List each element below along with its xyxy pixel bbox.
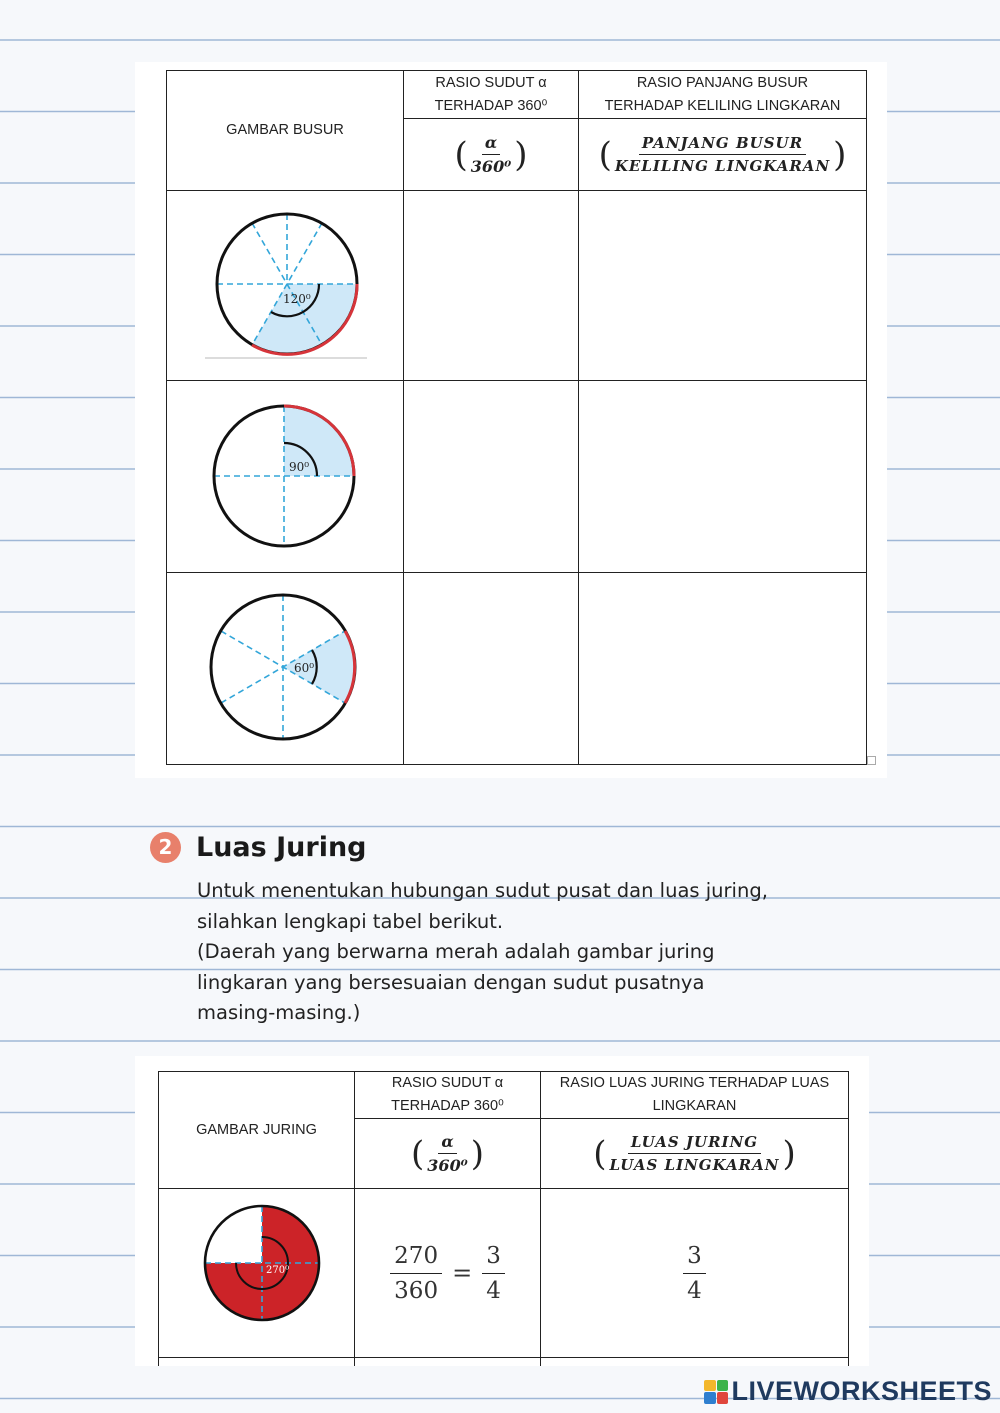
- answer-sudut-row1[interactable]: [404, 191, 579, 381]
- circle-90-diagram: [167, 381, 404, 568]
- answer-busur-row1[interactable]: [579, 191, 867, 381]
- formula-sudut: ( $\frac{\alpha}{\text{360⁰}}$ ): [404, 119, 579, 191]
- answer-busur-row2[interactable]: [579, 381, 867, 573]
- answer-busur-row3[interactable]: [579, 573, 867, 765]
- logo-square-1: [704, 1380, 716, 1392]
- busur-figure-60: [167, 573, 404, 765]
- circle-270-sector-diagram: [159, 1189, 355, 1353]
- answer-sudut-row3[interactable]: [404, 573, 579, 765]
- header-gambar-busur: GAMBAR BUSUR: [167, 71, 404, 191]
- section-number-badge: 2: [150, 832, 181, 863]
- header-rasio-luas: RASIO LUAS JURING TERHADAP LUAS LINGKARAN: [541, 1072, 849, 1119]
- table2-panel: [135, 1056, 869, 1366]
- logo-square-3: [704, 1392, 716, 1404]
- angle-label-90: 90⁰: [289, 460, 310, 474]
- juring-figure-270: [159, 1189, 355, 1358]
- formula-luas: ( $\frac{\text{LUAS JURING}}{\text{LUAS LINGKARAN}}$ ): [541, 1119, 849, 1189]
- section2-heading: [150, 830, 367, 864]
- header-rasio-sudut: RASIO SUDUT α TERHADAP 360⁰: [404, 71, 579, 119]
- angle-label-60: 60⁰: [294, 661, 315, 675]
- liveworksheets-logo-icon: [704, 1380, 728, 1404]
- header-rasio-sudut-2: RASIO SUDUT α TERHADAP 360⁰: [355, 1072, 541, 1119]
- busur-table: [166, 70, 867, 765]
- brand-text: LIVEWORKSHEETS: [731, 1376, 992, 1406]
- header-rasio-busur: RASIO PANJANG BUSUR TERHADAP KELILING LINGKARAN: [579, 71, 867, 119]
- formula-busur: ( $\frac{\text{PANJANG BUSUR}}{\text{KELILING LINGKARAN}}$ ): [579, 119, 867, 191]
- header-gambar-juring: GAMBAR JURING: [159, 1072, 355, 1189]
- logo-square-2: [717, 1380, 729, 1392]
- answer-luas-270: $\frac{3}{4}$: [541, 1189, 849, 1358]
- next-row-cell-3[interactable]: [541, 1358, 849, 1367]
- circle-120-diagram: [167, 191, 404, 376]
- section-title: Luas Juring: [196, 831, 367, 863]
- logo-square-4: [717, 1392, 729, 1404]
- busur-figure-90: [167, 381, 404, 573]
- answer-sudut-row2[interactable]: [404, 381, 579, 573]
- angle-label-120: 120⁰: [283, 292, 311, 306]
- instruction-paragraph: Untuk menentukan hubungan sudut pusat dan luas juring, silahkan lengkapi tabel berikut. (Daerah yang berwarna merah adalah gambar juring lingkaran yang bersesuaian dengan sudut pusatnya masing-masing.): [197, 879, 768, 1024]
- formula-sudut-2: ( $\frac{\alpha}{\text{360⁰}}$ ): [355, 1119, 541, 1189]
- next-row-cell-1: [159, 1358, 355, 1367]
- resize-handle-marker: [867, 756, 876, 765]
- juring-table: [158, 1071, 849, 1366]
- circle-60-diagram: [167, 573, 404, 760]
- busur-figure-120: [167, 191, 404, 381]
- answer-sudut-270: $\frac{270}{360}$ = $\frac{3}{4}$: [355, 1189, 541, 1358]
- angle-label-270: 270⁰: [266, 1265, 290, 1276]
- next-row-cell-2[interactable]: [355, 1358, 541, 1367]
- liveworksheets-brand[interactable]: [704, 1376, 992, 1407]
